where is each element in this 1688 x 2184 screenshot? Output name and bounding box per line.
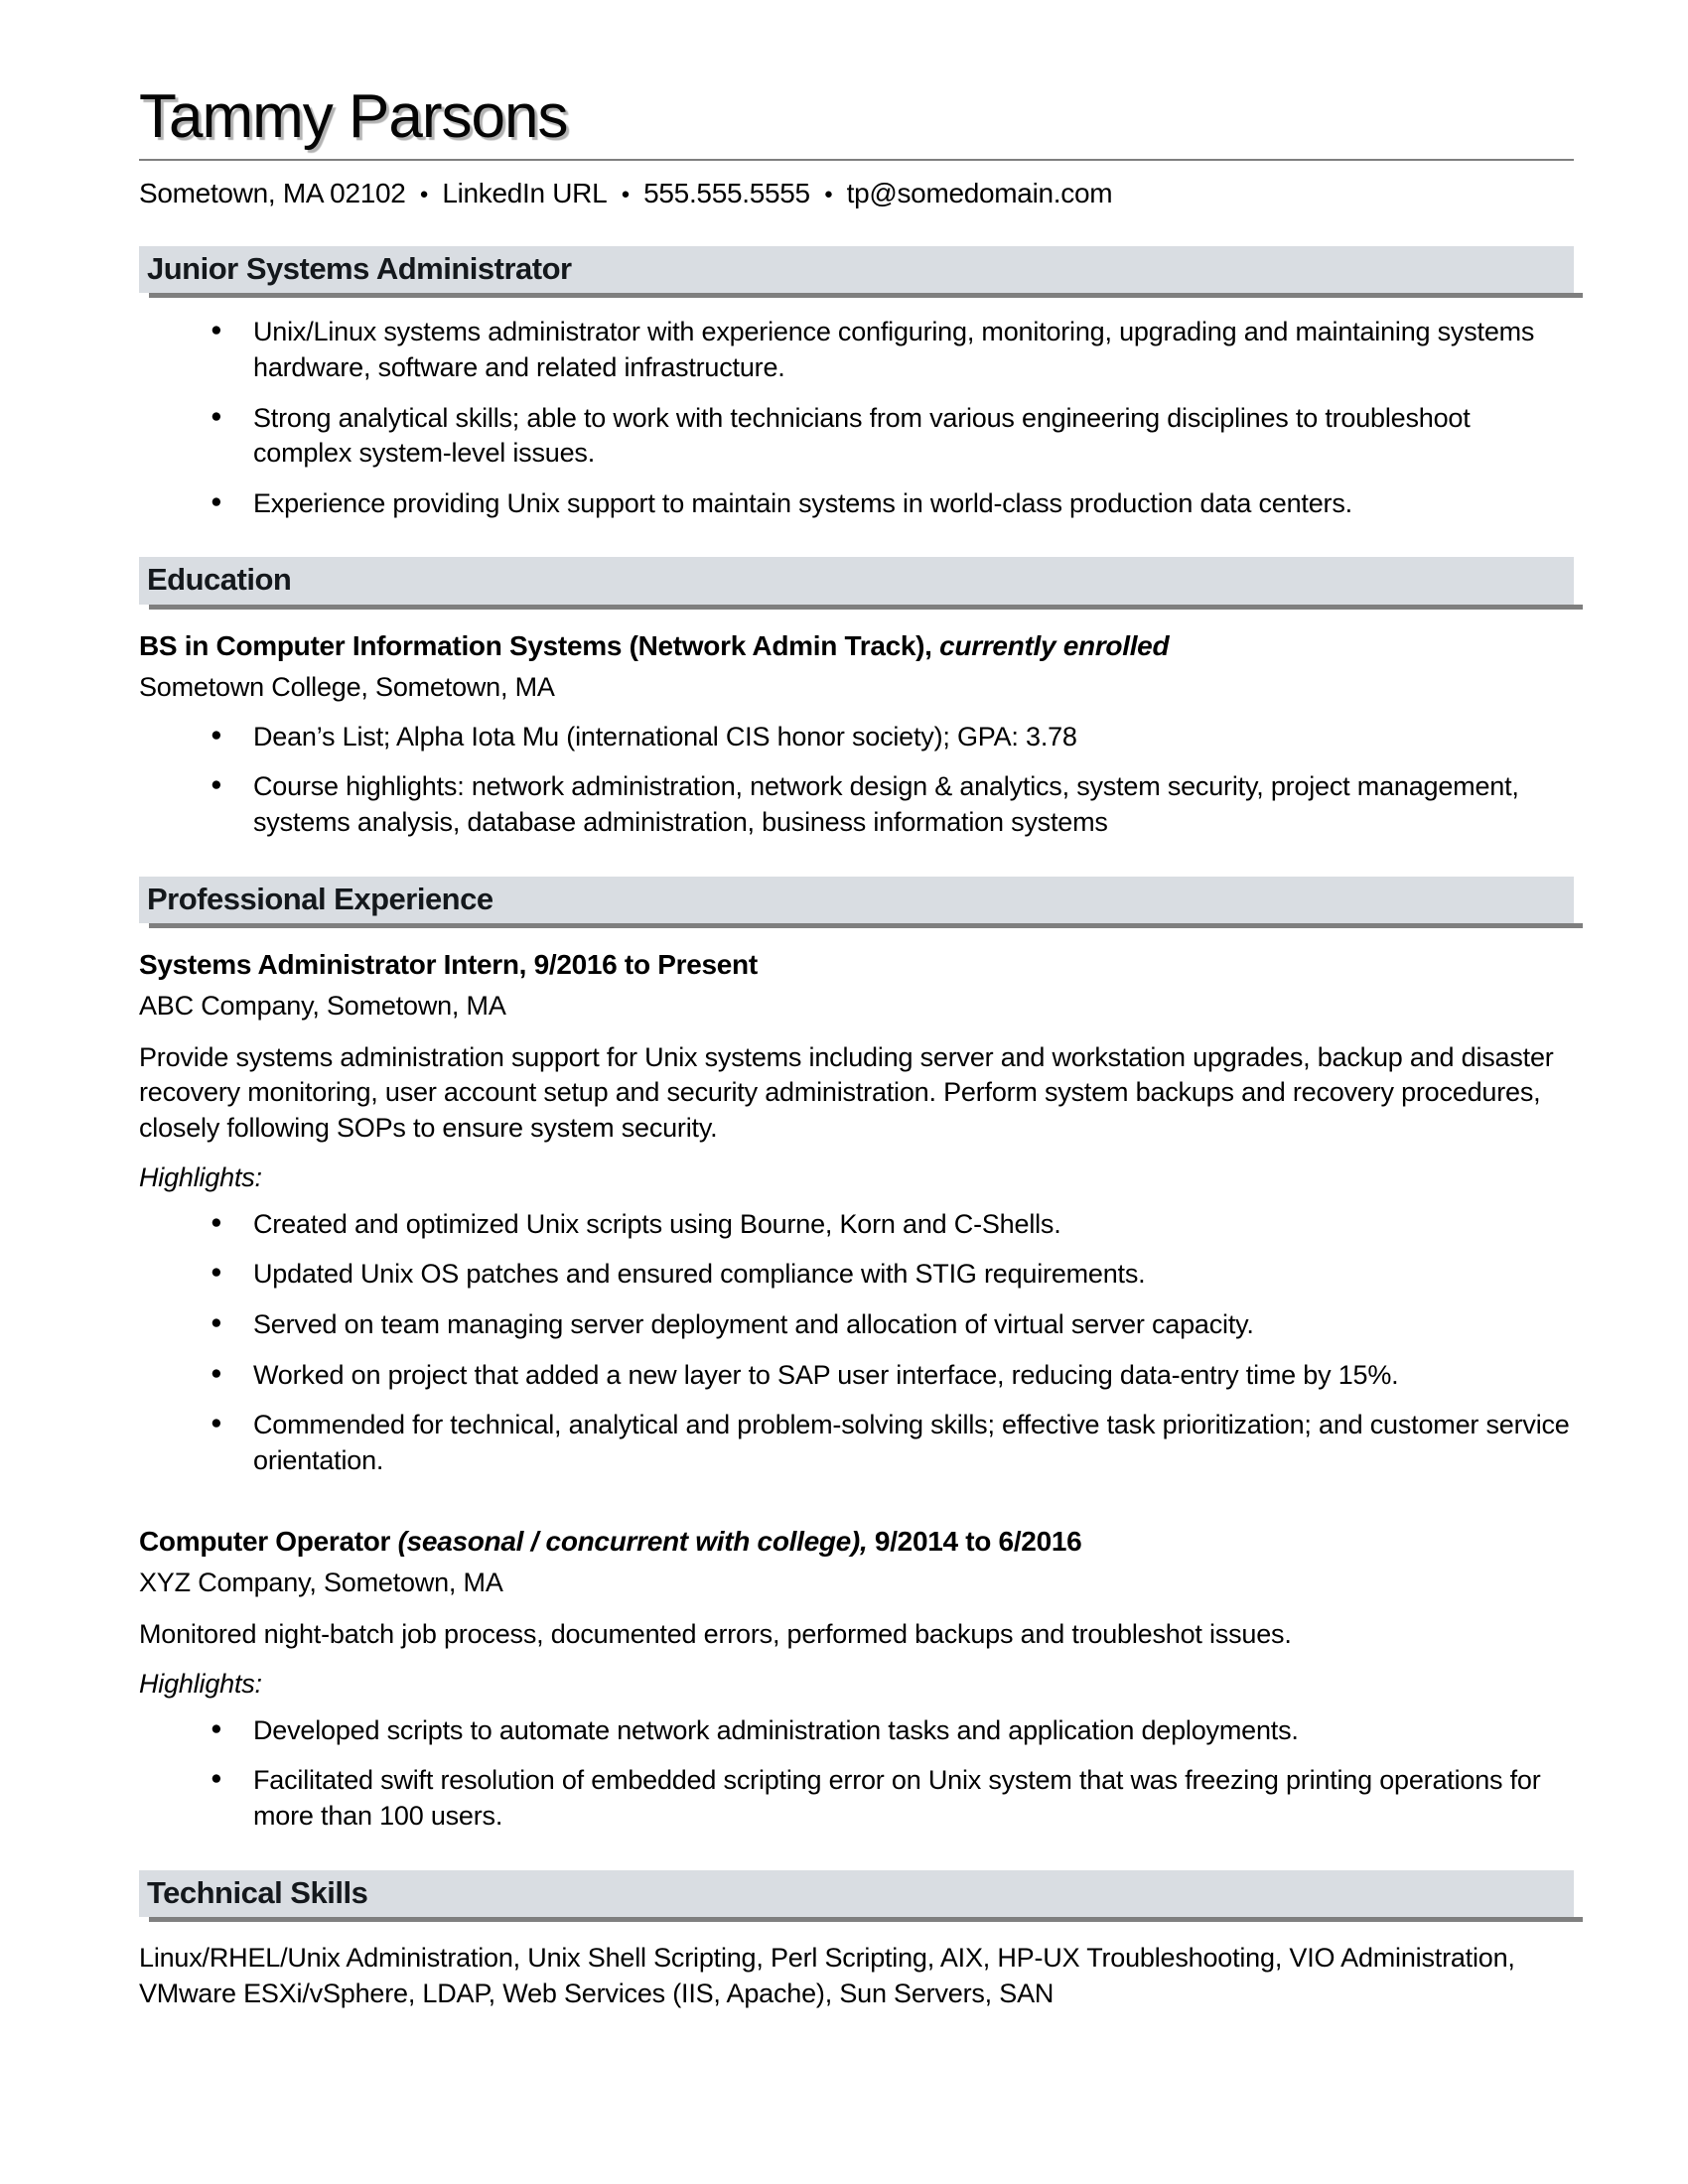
contact-email: tp@somedomain.com xyxy=(846,178,1113,209)
section-title-experience: Professional Experience xyxy=(147,881,493,916)
header-divider xyxy=(139,159,1574,161)
section-title-education: Education xyxy=(147,562,292,598)
job-highlights-list xyxy=(139,1713,1574,1835)
degree-line xyxy=(139,628,1574,663)
job-summary: Monitored night-batch job process, documented errors, performed backups and troubleshot issues. xyxy=(139,1619,1292,1650)
section-title-bar xyxy=(139,877,1574,924)
list-item-text: Dean’s List; Alpha Iota Mu (international CIS honor society); GPA: 3.78 xyxy=(253,721,1077,751)
contact-line xyxy=(139,177,1574,210)
list-item-text: Commended for technical, analytical and problem-solving skills; effective task prioritization; and customer service orientation. xyxy=(253,1410,1570,1475)
person-name: Tammy Parsons xyxy=(139,82,568,151)
job-title xyxy=(139,1524,1574,1559)
bullet-separator-icon: ● xyxy=(419,186,429,204)
list-item-text: Unix/Linux systems administrator with experience configuring, monitoring, upgrading and maintaining systems hardware, software and related infrastructure. xyxy=(253,317,1535,382)
section-title-bar xyxy=(139,557,1574,605)
list-item-text: Strong analytical skills; able to work with technicians from various engineering disciplines to troubleshoot complex system-level issues. xyxy=(253,402,1471,469)
list-item-text: Updated Unix OS patches and ensured compliance with STIG requirements. xyxy=(253,1259,1146,1290)
list-item-text: Developed scripts to automate network administration tasks and application deployments. xyxy=(253,1714,1299,1745)
highlights-label: Highlights: xyxy=(139,1668,262,1699)
job-title-dates: 9/2014 to 6/2016 xyxy=(867,1526,1082,1558)
job-entry-2 xyxy=(139,1524,1574,1834)
job-company: ABC Company, Sometown, MA xyxy=(139,991,506,1022)
section-title-bar xyxy=(139,1870,1574,1918)
list-item-text: Course highlights: network administration, network design & analytics, system security, project management, systems analysis, database administration, business information systems xyxy=(253,771,1519,837)
contact-location: Sometown, MA 02102 xyxy=(139,178,406,209)
education-list xyxy=(139,720,1574,841)
job-title-note: (seasonal / concurrent with college), xyxy=(397,1526,868,1558)
list-item xyxy=(139,1307,1574,1343)
summary-list xyxy=(139,315,1574,521)
list-item-text: Facilitated swift resolution of embedded scripting error on Unix system that was freezing printing operations for more than 100 users. xyxy=(253,1765,1541,1831)
section-experience xyxy=(139,877,1574,1835)
section-title-bar xyxy=(139,246,1574,294)
job-summary: Provide systems administration support for Unix systems including server and workstation upgrades, backup and disaster recovery monitoring, user account setup and security administration. Perform system backups and recovery procedures, closely following SOPs to ensure system security. xyxy=(139,1041,1554,1144)
section-summary xyxy=(139,246,1574,522)
list-item xyxy=(139,1713,1574,1749)
list-item xyxy=(139,486,1574,522)
list-item xyxy=(139,1763,1574,1834)
list-item xyxy=(139,720,1574,755)
list-item xyxy=(139,401,1574,472)
bullet-separator-icon: ● xyxy=(823,186,833,204)
list-item-text: Worked on project that added a new layer to SAP user interface, reducing data-entry time by 15%. xyxy=(253,1359,1399,1390)
section-title-skills: Technical Skills xyxy=(147,1874,368,1910)
list-item xyxy=(139,315,1574,385)
list-item xyxy=(139,769,1574,840)
highlights-label: Highlights: xyxy=(139,1161,262,1192)
list-item-text: Served on team managing server deployment and allocation of virtual server capacity. xyxy=(253,1308,1254,1339)
degree-title: BS in Computer Information Systems (Network Admin Track), xyxy=(139,630,940,662)
job-entry-1 xyxy=(139,947,1574,1478)
section-skills xyxy=(139,1870,1574,2012)
job-title-text: Systems Administrator Intern, 9/2016 to Present xyxy=(139,949,758,981)
resume-header xyxy=(139,84,1574,210)
section-title-summary: Junior Systems Administrator xyxy=(147,250,572,286)
contact-linkedin: LinkedIn URL xyxy=(442,178,608,209)
degree-status: currently enrolled xyxy=(939,630,1170,662)
list-item xyxy=(139,1207,1574,1243)
job-title xyxy=(139,947,1574,982)
section-education xyxy=(139,557,1574,840)
skills-text: Linux/RHEL/Unix Administration, Unix Shell Scripting, Perl Scripting, AIX, HP-UX Troubleshooting, VIO Administration, VMware ESXi/vSphere, LDAP, Web Services (IIS, Apache), Sun Servers, SAN xyxy=(139,1943,1515,2008)
school-line: Sometown College, Sometown, MA xyxy=(139,672,555,703)
list-item xyxy=(139,1358,1574,1394)
bullet-separator-icon: ● xyxy=(621,186,631,204)
list-item xyxy=(139,1408,1574,1478)
contact-phone: 555.555.5555 xyxy=(643,178,810,209)
job-company: XYZ Company, Sometown, MA xyxy=(139,1568,503,1598)
list-item-text: Experience providing Unix support to maintain systems in world-class production data centers. xyxy=(253,487,1352,518)
list-item-text: Created and optimized Unix scripts using Bourne, Korn and C-Shells. xyxy=(253,1208,1061,1239)
list-item xyxy=(139,1257,1574,1293)
job-highlights-list xyxy=(139,1207,1574,1479)
job-title-text: Computer Operator xyxy=(139,1526,398,1558)
